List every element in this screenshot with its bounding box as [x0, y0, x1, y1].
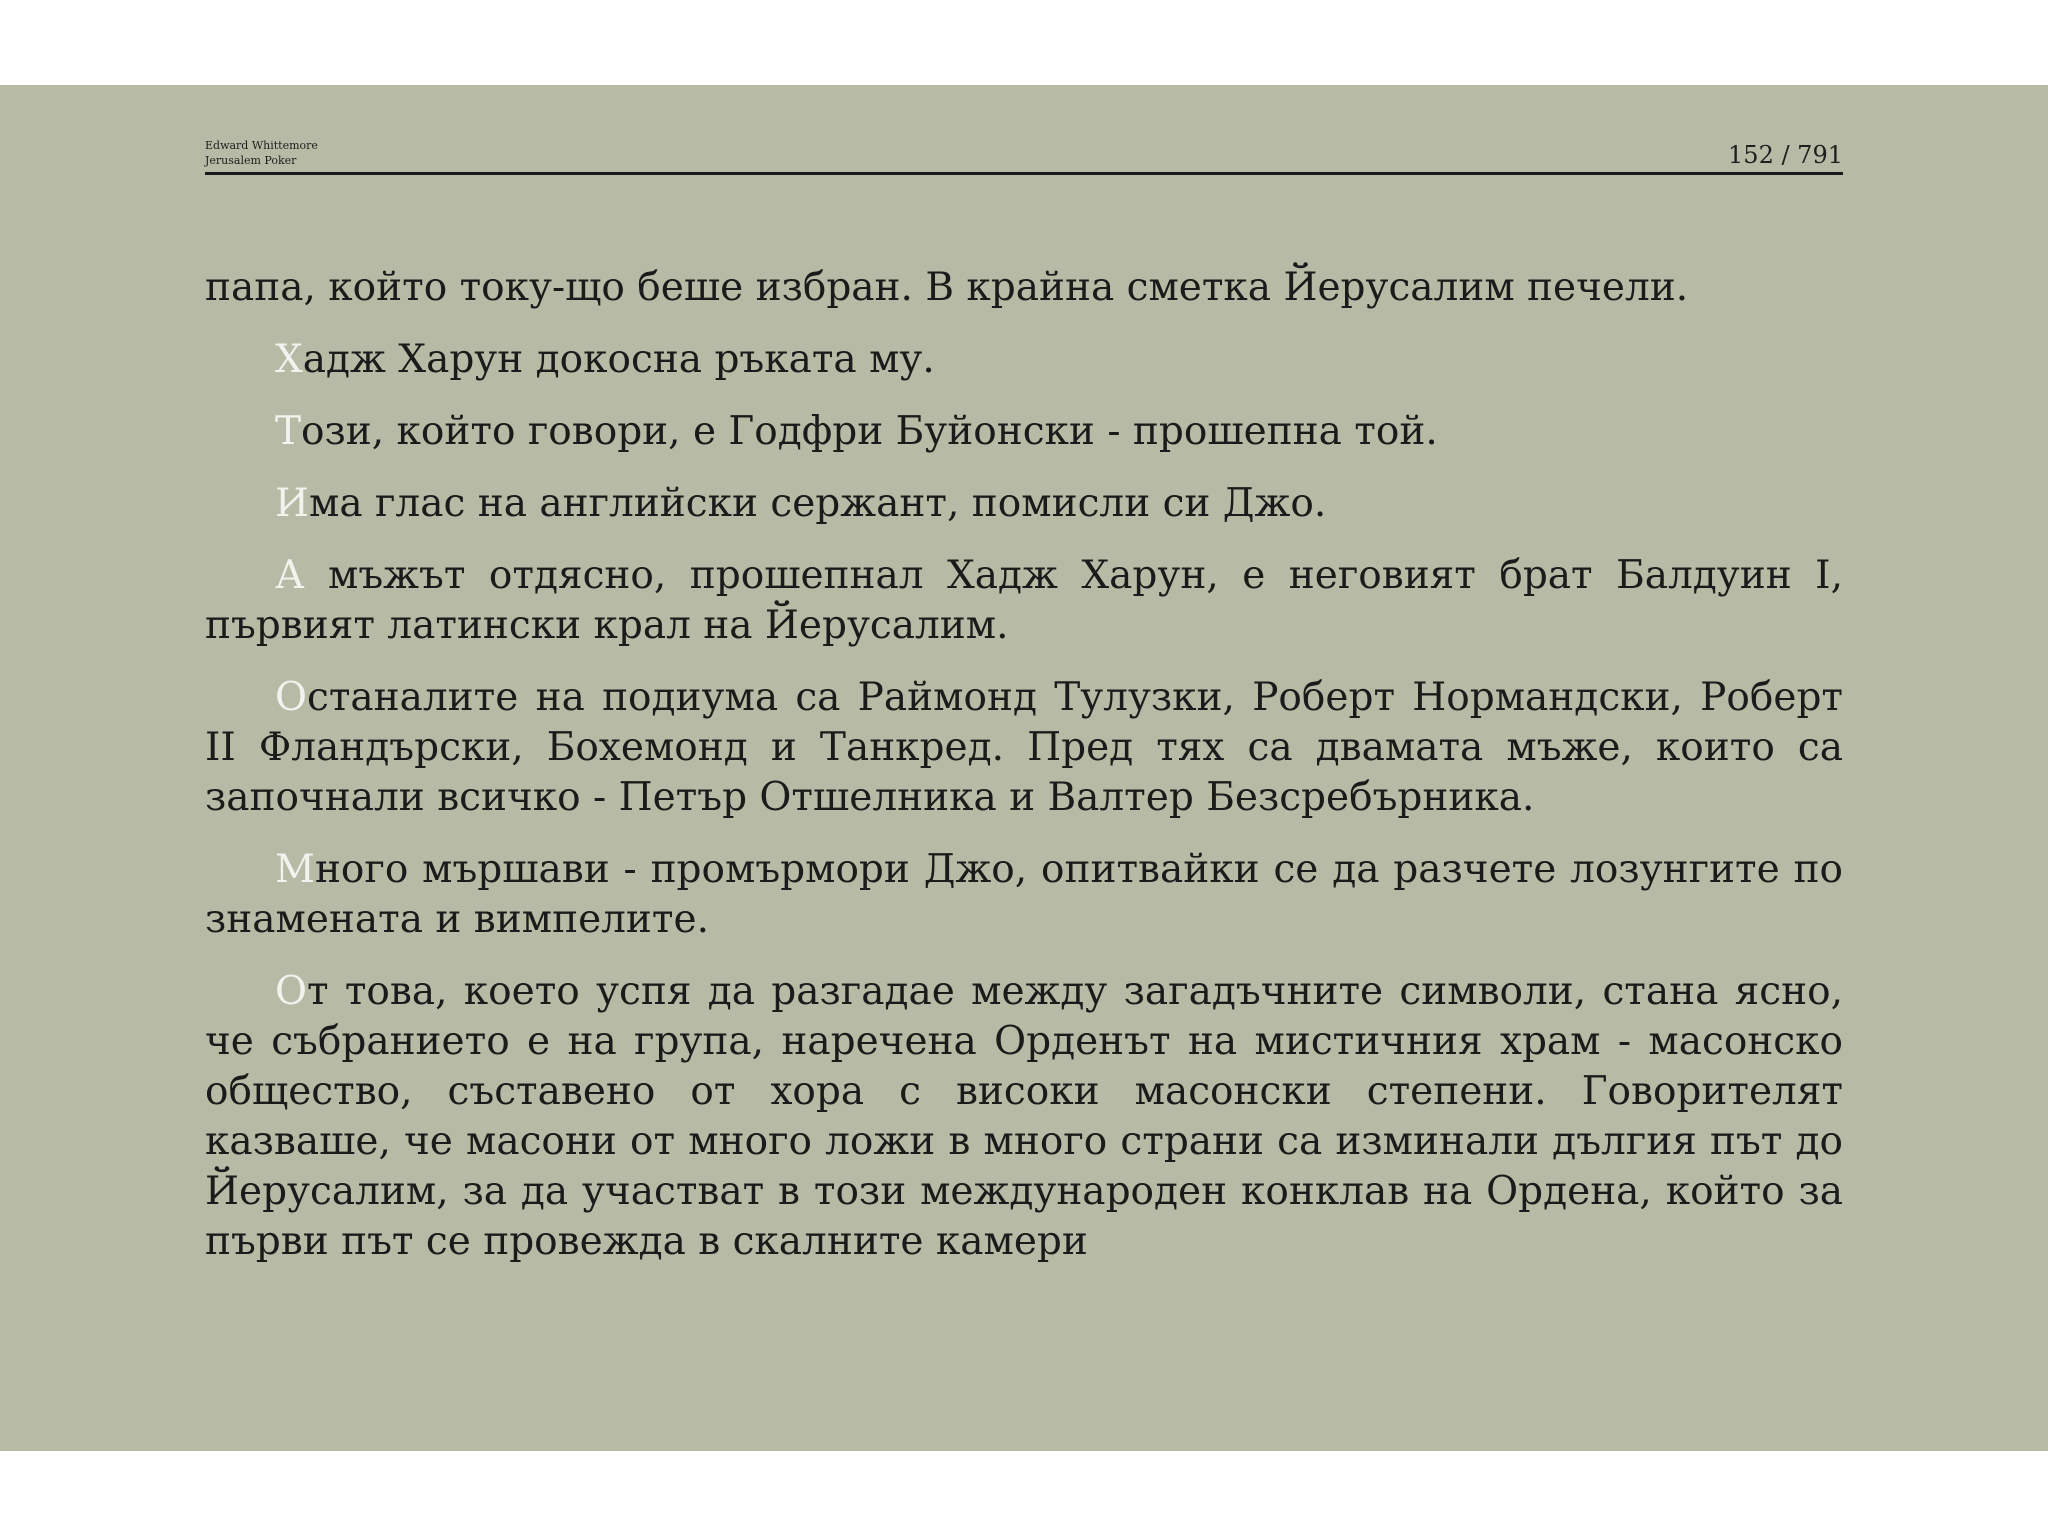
drop-cap: М: [275, 847, 315, 892]
paragraph: [205, 479, 1843, 529]
page-header: [205, 133, 1843, 260]
paragraph-text: папа, който току-що беше избран. В крайна сметка Йерусалим печели.: [205, 265, 1689, 310]
paragraph-text: т това, което успя да разгадае между загадъчните символи, стана ясно, че събранието е на група, наречена Орденът на мистичния храм - масонско общество, съставено от хора с високи масонски степени. Говорителят казваше, че масони от много ложи в много страни са изминали дългия път до Йерусалим, за да участват в този международен конклав на Ордена, който за първи път се провежда в скалните камери: [205, 969, 1843, 1264]
drop-cap: О: [275, 675, 307, 720]
drop-cap: Х: [275, 337, 303, 382]
drop-cap: И: [275, 481, 310, 526]
drop-cap: Т: [275, 409, 302, 454]
paragraph-text: станалите на подиума са Раймонд Тулузки, Роберт Нормандски, Роберт II Фландърски, Бохемонд и Танкред. Пред тях са двамата мъже, които са започнали всичко - Петър Отшелника и Валтер Безсребърника.: [205, 675, 1843, 820]
book-meta: [205, 138, 318, 168]
paragraph: [205, 407, 1843, 457]
paragraph: [205, 551, 1843, 651]
paragraph: [205, 845, 1843, 945]
author-name: Edward Whittemore: [205, 139, 318, 152]
paragraph-text: ного мършави - промърмори Джо, опитвайки се да разчете лозунгите по знамената и вимпелите.: [205, 847, 1843, 942]
drop-cap: О: [275, 969, 307, 1014]
page-counter: 152 / 791: [1728, 141, 1843, 169]
paragraph: [205, 673, 1843, 823]
paragraph-text: мъжът отдясно, прошепнал Хадж Харун, е неговият брат Балдуин I, първият латински крал на Йерусалим.: [205, 553, 1843, 648]
book-title: Jerusalem Poker: [205, 154, 297, 167]
paragraph: [205, 967, 1843, 1267]
paragraph-text: адж Харун докосна ръката му.: [302, 337, 935, 382]
paragraph-text: ози, който говори, е Годфри Буйонски - прошепна той.: [301, 409, 1438, 454]
drop-cap: А: [275, 553, 305, 598]
paragraph: [205, 335, 1843, 385]
header-divider: [205, 172, 1843, 175]
paragraph: [205, 263, 1843, 313]
paragraph-text: ма глас на английски сержант, помисли си Джо.: [309, 481, 1327, 526]
book-text: [205, 263, 1843, 1289]
